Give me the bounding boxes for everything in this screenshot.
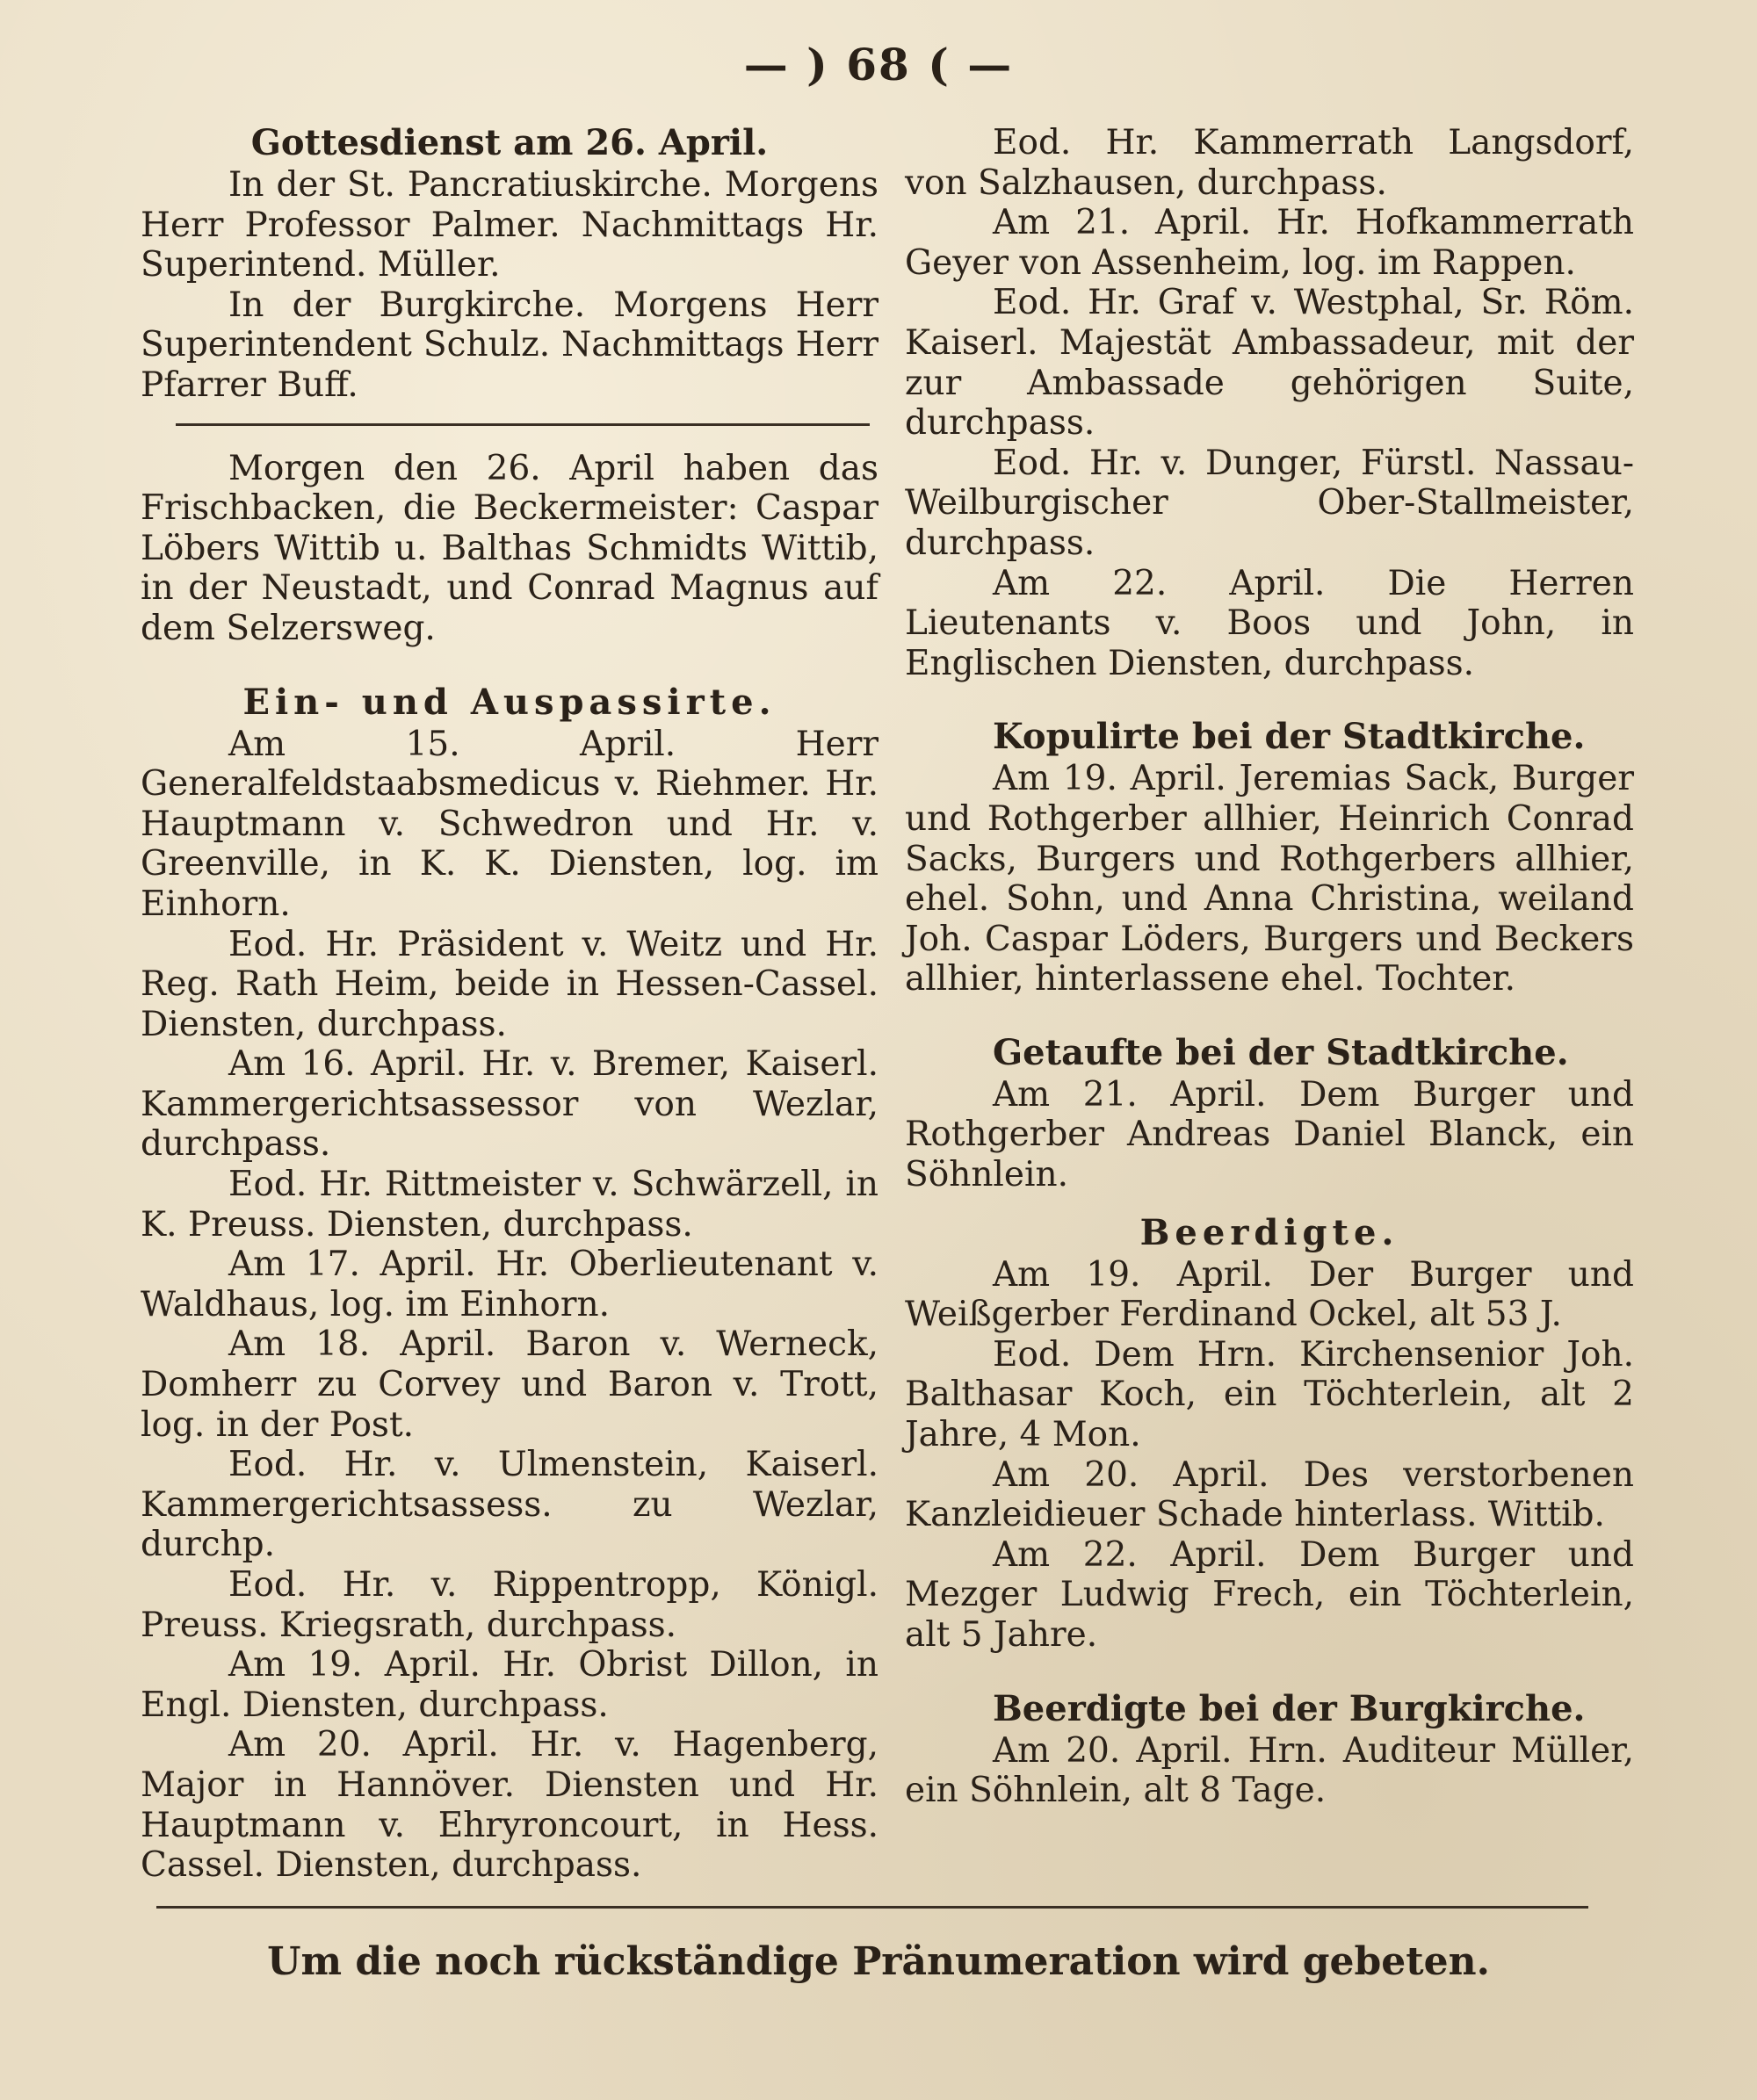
burgkirche-heading: Beerdigte bei der Burgkirche. — [993, 1687, 1586, 1729]
bottom-divider — [156, 1906, 1588, 1909]
beerdigte-entry: Eod. Dem Hrn. Kirchensenior Joh. Balthasar Koch, ein Töchterlein, alt 2 Jahre, 4 Mon. — [905, 1334, 1634, 1455]
gottesdienst-pancratius: In der St. Pancratiuskirche. Morgens Herr Professor Palmer. Nachmittags Hr. Superintend. Müller. — [141, 165, 878, 285]
gottesdienst-heading: Gottesdienst am 26. April. — [250, 122, 769, 163]
passirte-entry: Am 22. April. Die Herren Lieutenants v. Boos und John, in Englischen Diensten, durchpass. — [905, 563, 1634, 683]
kopulirte-heading: Kopulirte bei der Stadtkirche. — [993, 716, 1586, 758]
left-column — [141, 123, 878, 1886]
passirte-entry: Eod. Hr. Präsident v. Weitz und Hr. Reg. Rath Heim, beide in Hessen-Cassel. Diensten, durchpass. — [141, 924, 878, 1044]
passirte-entry: Am 19. April. Hr. Obrist Dillon, in Engl. Diensten, durchpass. — [141, 1645, 878, 1725]
burgkirche-entry: Am 20. April. Hrn. Auditeur Müller, ein Söhnlein, alt 8 Tage. — [905, 1730, 1634, 1811]
passirte-entry: Am 15. April. Herr Generalfeldstaabsmedicus v. Riehmer. Hr. Hauptmann v. Schwedron und Hr. v. Greenville, in K. K. Diensten, log. im Einhorn. — [141, 724, 878, 924]
passirte-heading: Ein- und Auspassirte. — [242, 681, 777, 723]
right-column — [905, 123, 1634, 1811]
passirte-entry: Eod. Hr. v. Ulmenstein, Kaiserl. Kammergerichtsassess. zu Wezlar, durchp. — [141, 1445, 878, 1565]
passirte-entry: Eod. Hr. Kammerrath Langsdorf, von Salzhausen, durchpass. — [905, 123, 1634, 203]
passirte-entry: Am 20. April. Hr. v. Hagenberg, Major in Hannöver. Diensten und Hr. Hauptmann v. Ehryroncourt, in Hess. Cassel. Diensten, durchpass. — [141, 1725, 878, 1886]
getaufte-heading: Getaufte bei der Stadtkirche. — [993, 1031, 1569, 1073]
beerdigte-entry: Am 22. April. Dem Burger und Mezger Ludwig Frech, ein Töchterlein, alt 5 Jahre. — [905, 1534, 1634, 1655]
passirte-entry: Eod. Hr. Rittmeister v. Schwärzell, in K. Preuss. Diensten, durchpass. — [141, 1165, 878, 1245]
passirte-entry: Eod. Hr. v. Dunger, Fürstl. Nassau-Weilburgischer Ober-Stallmeister, durchpass. — [905, 443, 1634, 563]
page-number: — ) 68 ( — — [743, 39, 1014, 90]
kopulirte-entry: Am 19. April. Jeremias Sack, Burger und Rothgerber allhier, Heinrich Conrad Sacks, Burgers und Rothgerbers allhier, ehel. Sohn, und Anna Christina, weiland Joh. Caspar Löders, Burgers und Beckers allhier, hinterlassene ehel. Tochter. — [905, 759, 1634, 999]
footer-notice: Um die noch rückständige Pränumeration wird gebeten. — [267, 1939, 1490, 1984]
section-divider — [176, 423, 870, 426]
beerdigte-entry: Am 20. April. Des verstorbenen Kanzleidieuer Schade hinterlass. Wittib. — [905, 1454, 1634, 1535]
passirte-entry: Am 18. April. Baron v. Werneck, Domherr zu Corvey und Baron v. Trott, log. in der Post. — [141, 1324, 878, 1445]
passirte-entry: Eod. Hr. Graf v. Westphal, Sr. Röm. Kaiserl. Majestät Ambassadeur, mit der zur Ambassade gehörigen Suite, durchpass. — [905, 283, 1634, 444]
passirte-entry: Eod. Hr. v. Rippentropp, Königl. Preuss. Kriegsrath, durchpass. — [141, 1565, 878, 1645]
passirte-entry: Am 21. April. Hr. Hofkammerrath Geyer von Assenheim, log. im Rappen. — [905, 203, 1634, 283]
beerdigte-heading: Beerdigte. — [1139, 1211, 1399, 1253]
passirte-entry: Am 16. April. Hr. v. Bremer, Kaiserl. Kammergerichtsassessor von Wezlar, durchpass. — [141, 1044, 878, 1165]
frischbacken-notice: Morgen den 26. April haben das Frischbacken, die Beckermeister: Caspar Löbers Wittib u. Balthas Schmidts Wittib, in der Neustadt, und Conrad Magnus auf dem Selzersweg. — [141, 448, 878, 648]
beerdigte-entry: Am 19. April. Der Burger und Weißgerber Ferdinand Ockel, alt 53 J. — [905, 1254, 1634, 1335]
passirte-entry: Am 17. April. Hr. Oberlieutenant v. Waldhaus, log. im Einhorn. — [141, 1245, 878, 1324]
gottesdienst-burgkirche: In der Burgkirche. Morgens Herr Superintendent Schulz. Nachmittags Herr Pfarrer Buff. — [141, 285, 878, 405]
getaufte-entry: Am 21. April. Dem Burger und Rothgerber Andreas Daniel Blanck, ein Söhnlein. — [905, 1074, 1634, 1195]
